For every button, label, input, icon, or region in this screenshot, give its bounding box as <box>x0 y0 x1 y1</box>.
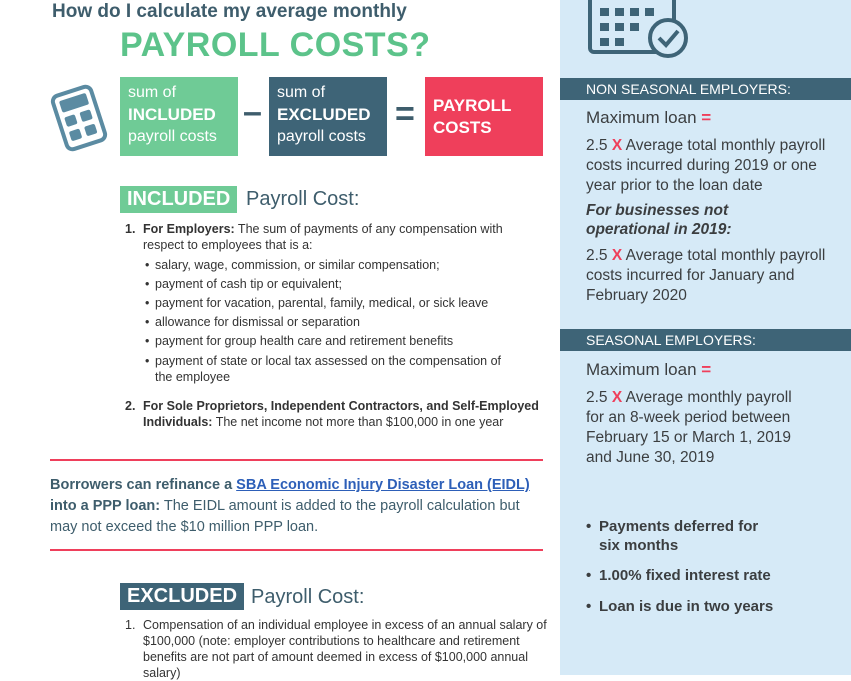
equals-sign: = <box>395 95 415 133</box>
calendar-check-icon <box>588 0 692 60</box>
seasonal-max-loan <box>586 360 711 380</box>
divider-bottom <box>50 549 543 551</box>
eidl-link[interactable]: SBA Economic Injury Disaster Loan (EIDL) <box>236 477 530 493</box>
times-sign: X <box>611 389 623 406</box>
included-section-title: Payroll Cost: <box>246 188 360 210</box>
included-item1-number: 1. <box>125 222 136 236</box>
list-item: • payment of cash tip or equivalent; <box>155 276 525 292</box>
included-item2-number: 2. <box>125 399 136 413</box>
included-formula-box <box>120 77 238 156</box>
list-item: • Loan is due in two years <box>586 597 819 616</box>
included-item2-bold: For Sole Proprietors, Independent Contractors, and Self-Employed Individuals: <box>143 399 539 429</box>
seasonal-band: SEASONAL EMPLOYERS: <box>560 329 851 351</box>
list-item: • payment for vacation, parental, family, medical, or sick leave <box>155 295 525 311</box>
max-loan-label: Maximum loan <box>586 108 697 127</box>
eidl-bold-tail: into a PPP loan: <box>50 498 161 514</box>
excluded-line3: payroll costs <box>277 128 366 145</box>
excluded-section-title: Payroll Cost: <box>251 586 365 608</box>
non-seasonal-max-loan <box>586 108 711 128</box>
non-seasonal-band: NON SEASONAL EMPLOYERS: <box>560 78 851 100</box>
max-loan-label: Maximum loan <box>586 360 697 379</box>
page-title: PAYROLL COSTS? <box>120 26 431 64</box>
eidl-prefix: Borrowers can refinance a <box>50 477 237 493</box>
payroll-costs-result-box <box>425 77 543 156</box>
excluded-item1-text: Compensation of an individual employee in excess of an annual salary of $100,000 (note: employer contributions to healthcare and retirement benefits are not part of amount deemed in excess of $100,000 annual salary) <box>143 618 547 680</box>
formula-text: Average total monthly payroll costs incurred for January and February 2020 <box>586 247 826 304</box>
non-seasonal-formula-2 <box>586 246 826 306</box>
included-item1-text: The sum of payments of any compensation with respect to employees that is a: <box>143 222 503 252</box>
excluded-item1-number: 1. <box>125 618 136 632</box>
non-seasonal-formula-1 <box>586 136 826 196</box>
list-item: • allowance for dismissal or separation <box>155 314 525 330</box>
times-sign: X <box>611 247 623 264</box>
multiplier: 2.5 <box>586 137 608 154</box>
list-item: • payment for group health care and retirement benefits <box>155 333 525 349</box>
seasonal-formula <box>586 388 811 468</box>
included-line1: sum of <box>128 84 177 101</box>
minus-sign: – <box>243 93 262 131</box>
included-line2: INCLUDED <box>128 105 216 124</box>
excluded-line2: EXCLUDED <box>277 105 371 124</box>
included-tag: INCLUDED <box>120 186 237 213</box>
formula-text: Average monthly payroll for an 8-week period between February 15 or March 1, 2019 and June 30, 2019 <box>586 389 792 466</box>
list-item: • 1.00% fixed interest rate <box>586 566 819 585</box>
equals-sign: = <box>701 360 712 379</box>
list-item: • salary, wage, commission, or similar compensation; <box>155 257 525 273</box>
included-line3: payroll costs <box>128 128 217 145</box>
formula-text: Average total monthly payroll costs incurred during 2019 or one year prior to the loan date <box>586 137 826 194</box>
header-question: How do I calculate my average monthly <box>52 1 407 22</box>
excluded-formula-box <box>269 77 387 156</box>
included-item1-bold: For Employers: <box>143 222 235 236</box>
included-item1 <box>143 221 533 253</box>
calculator-icon <box>48 84 110 152</box>
list-item: • Payments deferred for six months <box>586 517 769 555</box>
eidl-callout <box>50 475 545 538</box>
multiplier: 2.5 <box>586 247 608 264</box>
result-line2: COSTS <box>433 118 492 137</box>
excluded-tag: EXCLUDED <box>120 583 244 610</box>
excluded-line1: sum of <box>277 84 326 101</box>
divider-top <box>50 459 543 461</box>
not-operational-note: For businesses not operational in 2019: <box>586 202 732 238</box>
multiplier: 2.5 <box>586 389 608 406</box>
times-sign: X <box>611 137 623 154</box>
included-item2-text: The net income not more than $100,000 in one year <box>212 415 504 429</box>
included-item2 <box>143 398 543 430</box>
eidl-text: The EIDL amount is added to the payroll calculation but may not exceed the $10 million PPP loan. <box>50 498 520 535</box>
equals-sign: = <box>701 108 712 127</box>
list-item: • payment of state or local tax assessed on the compensation of the employee <box>155 353 515 385</box>
result-line1: PAYROLL <box>433 96 512 115</box>
